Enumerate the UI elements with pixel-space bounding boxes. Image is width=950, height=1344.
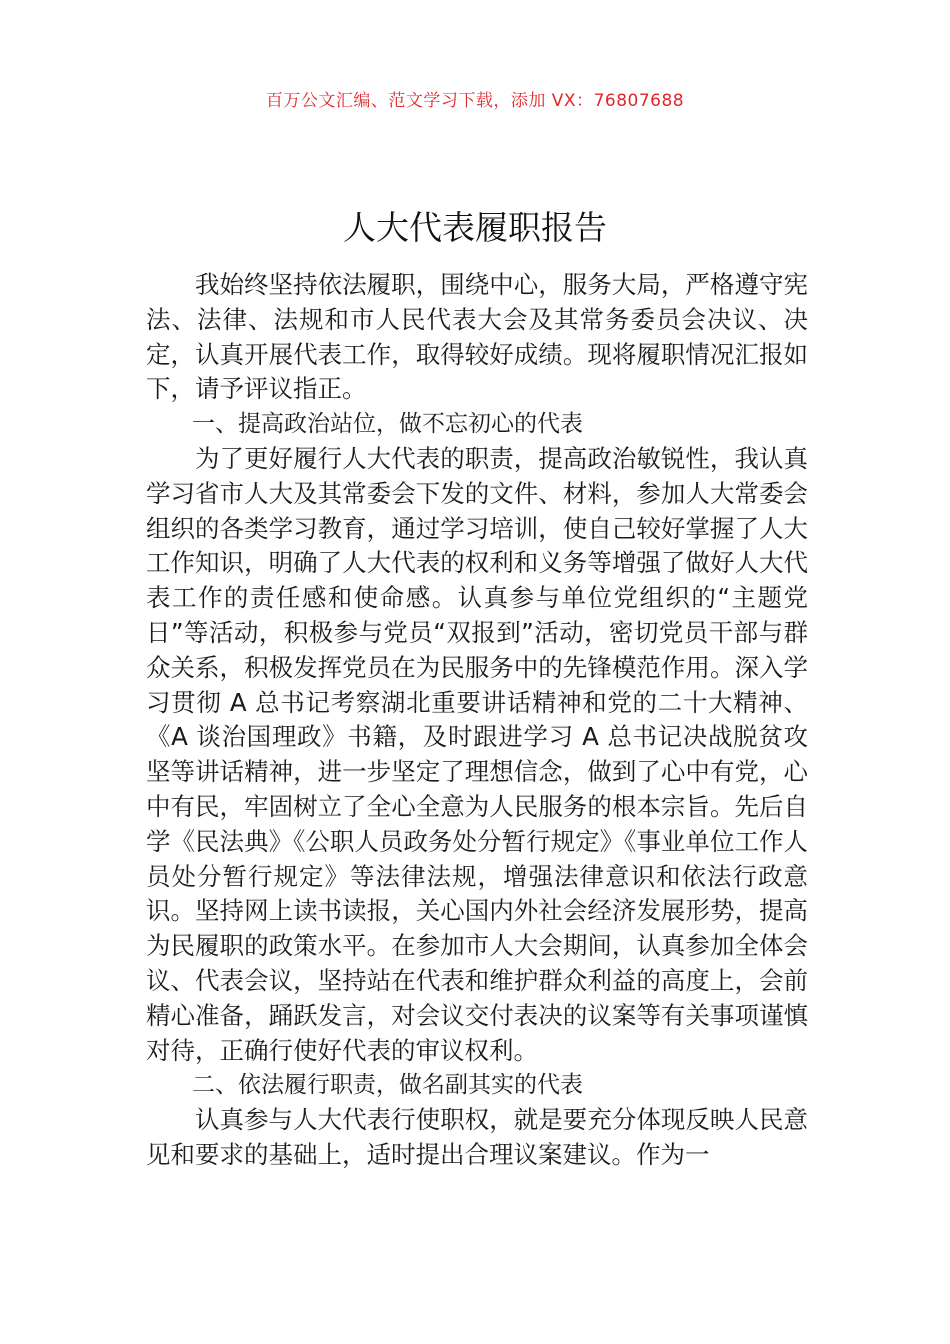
header-watermark-note: 百万公文汇编、范文学习下载，添加 VX：76807688 (265, 91, 685, 111)
section-heading-1: 一、提高政治站位，做不忘初心的代表 (192, 411, 583, 438)
document-title: 人大代表履职报告 (343, 208, 607, 248)
section-heading-2: 二、依法履行职责，做名副其实的代表 (192, 1072, 583, 1099)
paragraph-section-1: 为了更好履行人大代表的职责，提高政治敏锐性，我认真学习省市人大及其常委会下发的文件、材料，参加人大常委会组织的各类学习教育，通过学习培训，使自己较好掌握了人大工作知识，明确了人大代表的权利和义务等增强了做好人大代表工作的责任感和使命感。认真参与单位党组织的“主题党日”等活动，积极参与党员“双报到”活动，密切党员干部与群众关系，积极发挥党员在为民服务中的先锋模范作用。深入学习贯彻 A 总书记考察湖北重要讲话精神和党的二十大精神、《A 谈治国理政》书籍，及时跟进学习 A 总书记决战脱贫攻坚等讲话精神，进一步坚定了理想信念，做到了心中有党，心中有民，牢固树立了全心全意为人民服务的根本宗旨。先后自学《民法典》《公职人员政务处分暂行规定》《事业单位工作人员处分暂行规定》等法律法规，增强法律意识和依法行政意识。坚持网上读书读报，关心国内外社会经济发展形势，提高为民履职的政策水平。在参加市人大会期间，认真参加全体会议、代表会议，坚持站在代表和维护群众利益的高度上，会前精心准备，踊跃发言，对会议交付表决的议案等有关事项谨慎对待，正确行使好代表的审议权利。 (146, 443, 808, 1065)
paragraph-section-2: 认真参与人大代表行使职权，就是要充分体现反映人民意见和要求的基础上，适时提出合理议案建议。作为一 (146, 1105, 808, 1169)
document-body (146, 268, 808, 1173)
paragraph-intro: 我始终坚持依法履职，围绕中心，服务大局，严格遵守宪法、法律、法规和市人民代表大会及其常务委员会决议、决定，认真开展代表工作，取得较好成绩。现将履职情况汇报如下，请予评议指正。 (146, 270, 808, 404)
